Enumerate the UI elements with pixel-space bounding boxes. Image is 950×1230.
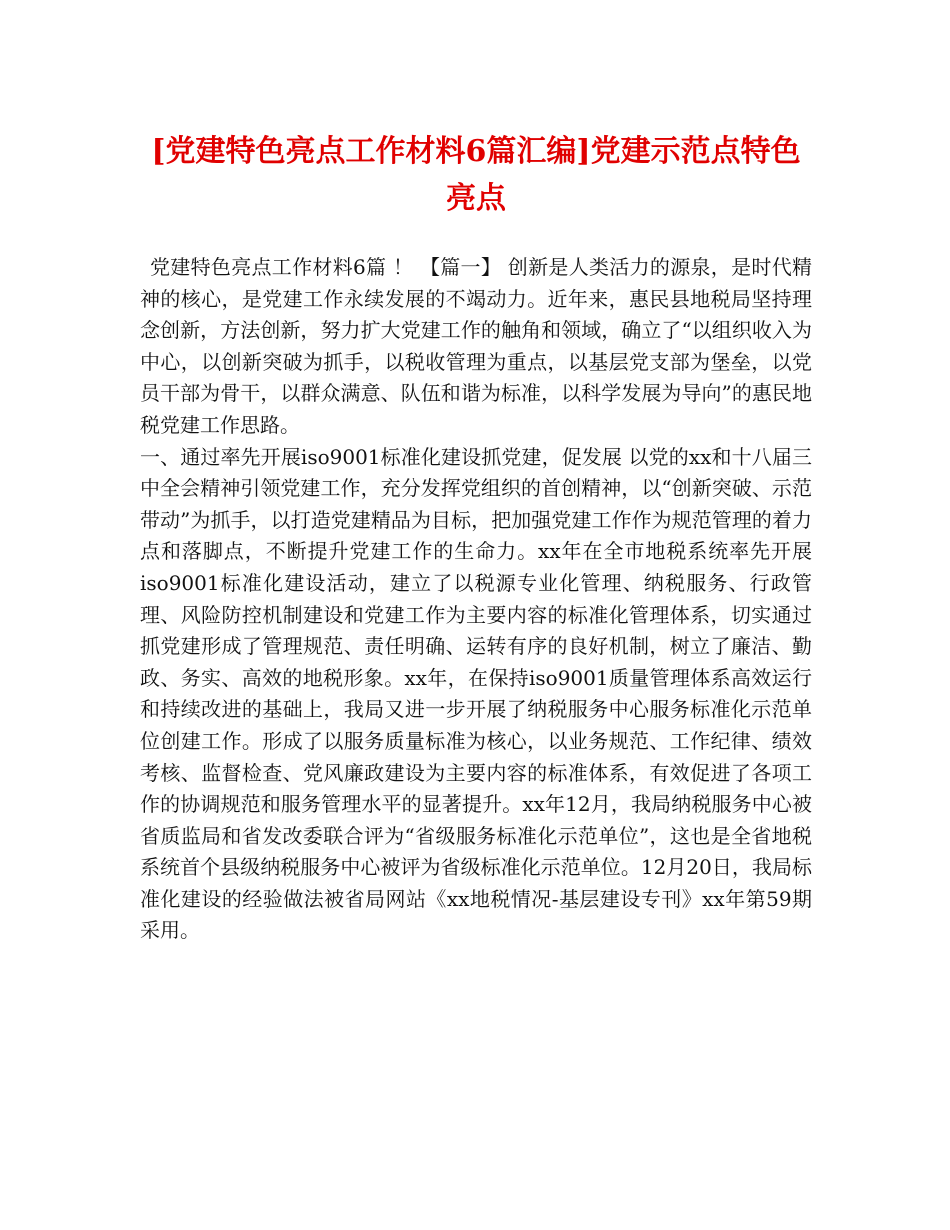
paragraph-intro: 党建特色亮点工作材料6篇 ！ 【篇一】 创新是人类活力的源泉，是时代精神的核心，是党建工作永续发展的不竭动力。近年来，惠民县地税局坚持理念创新，方法创新，努力扩大党建工作的触角和领域，确立了“以组织收入为中心，以创新突破为抓手，以税收管理为重点，以基层党支部为堡垒，以党员干部为骨干，以群众满意、队伍和谐为标准，以科学发展为导向”的惠民地税党建工作思路。 bbox=[140, 255, 812, 437]
document-body bbox=[140, 252, 812, 947]
paragraph-section-one: 一、通过率先开展iso9001标准化建设抓党建，促发展 以党的xx和十八届三中全会精神引领党建工作，充分发挥党组织的首创精神，以“创新突破、示范带动”为抓手，以打造党建精品为目标，把加强党建工作作为规范管理的着力点和落脚点，不断提升党建工作的生命力。xx年在全市地税系统率先开展iso9001标准化建设活动，建立了以税源专业化管理、纳税服务、行政管理、风险防控机制建设和党建工作为主要内容的标准化管理体系，切实通过抓党建形成了管理规范、责任明确、运转有序的良好机制，树立了廉洁、勤政、务实、高效的地税形象。xx年，在保持iso9001质量管理体系高效运行和持续改进的基础上，我局又进一步开展了纳税服务中心服务标准化示范单位创建工作。形成了以服务质量标准为核心，以业务规范、工作纪律、绩效考核、监督检查、党风廉政建设为主要内容的标准体系，有效促进了各项工作的协调规范和服务管理水平的显著提升。xx年12月，我局纳税服务中心被省质监局和省发改委联合评为“省级服务标准化示范单位”，这也是全省地税系统首个县级纳税服务中心被评为省级标准化示范单位。12月20日，我局标准化建设的经验做法被省局网站《xx地税情况-基层建设专刊》xx年第59期采用。 bbox=[140, 444, 812, 943]
document-title: [党建特色亮点工作材料6篇汇编]党建示范点特色亮点 bbox=[151, 134, 801, 216]
